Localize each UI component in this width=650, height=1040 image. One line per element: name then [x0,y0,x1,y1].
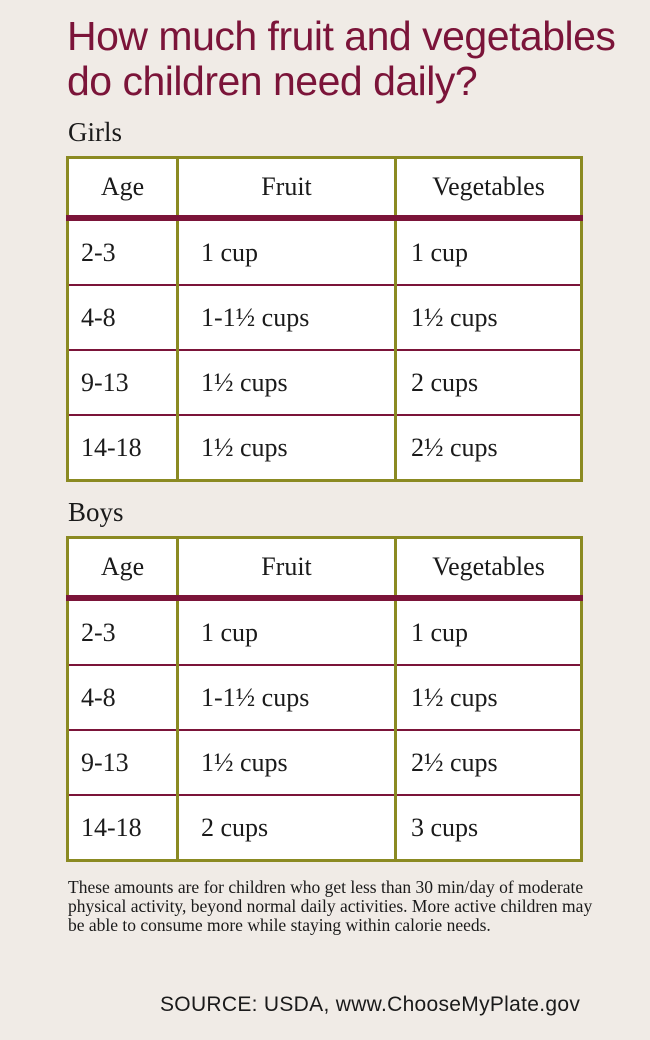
age-cell: 4-8 [68,285,178,350]
title-line-2: do children need daily? [67,58,478,104]
age-cell: 14-18 [68,795,178,861]
vegetables-cell: 3 cups [396,795,582,861]
table-row [68,795,582,861]
age-cell: 9-13 [68,730,178,795]
vegetables-column-header: Vegetables [396,538,582,599]
fruit-cell: 1 cup [178,598,396,665]
vegetables-cell: 1½ cups [396,665,582,730]
age-cell: 9-13 [68,350,178,415]
age-cell: 4-8 [68,665,178,730]
vegetables-cell: 2 cups [396,350,582,415]
age-column-header: Age [68,538,178,599]
fruit-cell: 2 cups [178,795,396,861]
age-column-header: Age [68,158,178,219]
fruit-cell: 1½ cups [178,415,396,481]
table-row [68,285,582,350]
boys-table [66,536,583,862]
footnote: These amounts are for children who get less than 30 min/day of moderate physical activity, beyond normal daily activities. More active children may be able to consume more while staying within calorie needs. [68,877,593,935]
vegetables-cell: 2½ cups [396,415,582,481]
fruit-cell: 1-1½ cups [178,285,396,350]
boys-header-row [68,538,582,599]
girls-table [66,156,583,482]
girls-header-row [68,158,582,219]
fruit-cell: 1 cup [178,218,396,285]
age-cell: 2-3 [81,617,116,647]
fruit-cell: 1-1½ cups [178,665,396,730]
age-cell: 2-3 [81,237,116,267]
table-row [68,218,582,285]
age-cell: 14-18 [68,415,178,481]
title-line-1: How much fruit and vegetables [67,13,616,59]
table-row [68,598,582,665]
boys-section-label: Boys [68,497,124,527]
vegetables-cell: 1 cup [396,218,582,285]
table-row [68,665,582,730]
page-title [67,14,637,104]
girls-section-label: Girls [68,117,122,147]
vegetables-cell: 1½ cups [396,285,582,350]
fruit-column-header: Fruit [178,538,396,599]
fruit-cell: 1½ cups [178,350,396,415]
vegetables-column-header: Vegetables [396,158,582,219]
vegetables-cell: 1 cup [396,598,582,665]
fruit-cell: 1½ cups [178,730,396,795]
vegetables-cell: 2½ cups [396,730,582,795]
table-row [68,415,582,481]
source-citation: SOURCE: USDA, www.ChooseMyPlate.gov [160,993,581,1016]
table-row [68,350,582,415]
fruit-column-header: Fruit [178,158,396,219]
table-row [68,730,582,795]
